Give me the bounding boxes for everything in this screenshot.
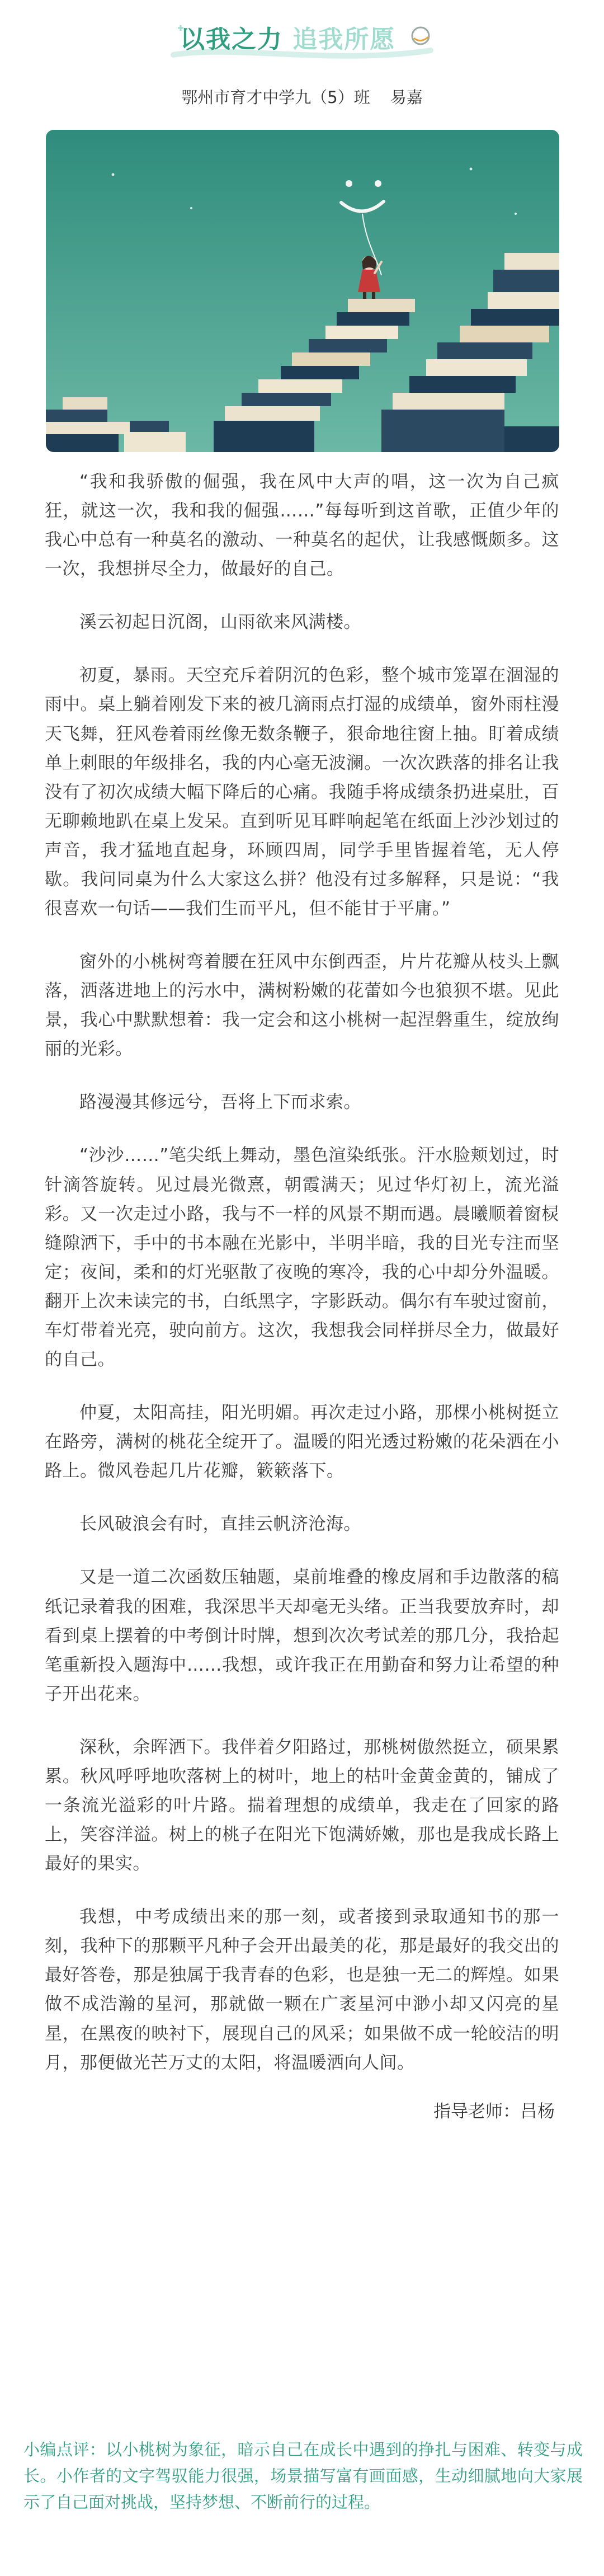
banner-title-part1: 以我之力	[180, 25, 283, 54]
paragraph: “沙沙……”笔尖纸上舞动，墨色渲染纸张。汗水脸颊划过，时针滴答旋转。见过晨光微熹，朝霞满天；见过华灯初上，流光溢彩。又一次走过小路，我与不一样的风景不期而遇。晨曦顺着窗棂缝隙洒下，手中的书本融在光影中，半明半暗，我的目光专注而坚定；夜间，柔和的灯光驱散了夜晚的寒冷，我的心中却分外温暖。翻开上次未读完的书，白纸黑字，字影跃动。偶尔有车驶过窗前，车灯带着光亮，驶向前方。这次，我想我会同样拼尽全力，做最好的自己。	[45, 1145, 559, 1370]
paragraph: 仲夏，太阳高挂，阳光明媚。再次走过小路，那棵小桃树挺立在路旁，满树的桃花全绽开了。温暖的阳光透过粉嫩的花朵洒在小路上。微风卷起几片花瓣，簌簌落下。	[45, 1403, 559, 1482]
byline	[0, 85, 604, 108]
paragraph: 初夏，暴雨。天空充斥着阴沉的色彩，整个城市笼罩在涸湿的雨中。桌上躺着刚发下来的被几滴雨点打湿的成绩单，窗外雨柱漫天飞舞，狂风卷着雨丝像无数条鞭子，狠命地往窗上抽。盯着成绩单上刺眼的年级排名，我的内心毫无波澜。一次次跌落的排名让我没有了初次成绩大幅下降后的心痛。我随手将成绩条扔进桌肚，百无聊赖地趴在桌上发呆。直到听见耳畔响起笔在纸面上沙沙划过的声音，我才猛地直起身，环顾四周，同学手里皆握着笔，无人停歇。我问同桌为什么大家这么拼？他没有过多解释，只是说：“我很喜欢一句话——我们生而平凡，但不能甘于平庸。”	[45, 665, 559, 919]
paragraph: 深秋，余晖洒下。我伴着夕阳路过，那桃树傲然挺立，硕果累累。秋风呼呼地吹落树上的树叶，地上的枯叶金黄金黄的，铺成了一条流光溢彩的叶片路。揣着理想的成绩单，我走在了回家的路上，笑容洋溢。树上的桃子在阳光下饱满娇嫩，那也是我成长路上最好的果实。	[45, 1737, 559, 1874]
paragraph: 路漫漫其修远兮，吾将上下而求索。	[79, 1092, 361, 1113]
hero-image	[46, 130, 559, 452]
article-body	[45, 467, 559, 2122]
editor-comment: 小编点评：以小桃树为象征，暗示自己在成长中遇到的挣扎与困难、转变与成长。小作者的文字驾驭能力很强，场景描写富有画面感，生动细腻地向大家展示了自己面对挑战，坚持梦想、不断前行的过程。	[23, 2440, 583, 2512]
girl-on-stack-of-books-illustration-icon	[46, 130, 559, 452]
paragraph: 窗外的小桃树弯着腰在狂风中东倒西歪，片片花瓣从枝头上飘落，洒落进地上的污水中，满树粉嫩的花蕾如今也狼狈不堪。见此景，我心中默默想着：我一定会和这小桃树一起涅磐重生，绽放绚丽的光彩。	[45, 952, 559, 1060]
author-name: 易嘉	[390, 88, 423, 107]
teacher-credit: 指导老师：吕杨	[433, 2101, 555, 2122]
paragraph: 我想，中考成绩出来的那一刻，或者接到录取通知书的那一刻，我种下的那颗平凡种子会开出最美的花，那是最好的我交出的最好答卷，那是独属于我青春的色彩，也是独一无二的辉煌。如果做不成浩瀚的星河，那就做一颗在广袤星河中渺小却又闪亮的星星，在黑夜的映衬下，展现自己的风采；如果做不成一轮皎洁的明月，那便做光芒万丈的太阳，将温暖洒向人间。	[45, 1907, 559, 2073]
banner-title	[180, 19, 395, 55]
banner-title-part2: 追我所愿	[292, 25, 396, 54]
paragraph: 又是一道二次函数压轴题，桌前堆叠的橡皮屑和手边散落的稿纸记录着我的困难，我深思半天却毫无头绪。正当我要放弃时，却看到桌上摆着的中考倒计时牌，想到次次考试差的那几分，我拾起笔重新投入题海中……我想，或许我正在用勤奋和努力让希望的种子开出花来。	[45, 1567, 559, 1704]
paragraph: 溪云初起日沉阁，山雨欲来风满楼。	[79, 612, 361, 633]
paragraph: “我和我骄傲的倔强，我在风中大声的唱，这一次为自己疯狂，就这一次，我和我的倔强……”每每听到这首歌，正值少年的我心中总有一种莫名的激动、一种莫名的起伏，让我感慨颇多。这一次，我想拼尽全力，做最好的自己。	[45, 472, 559, 580]
paragraph: 长风破浪会有时，直挂云帆济沧海。	[79, 1514, 361, 1535]
school-class: 鄂州市育才中学九（5）班	[181, 88, 370, 107]
title-banner	[0, 0, 604, 78]
